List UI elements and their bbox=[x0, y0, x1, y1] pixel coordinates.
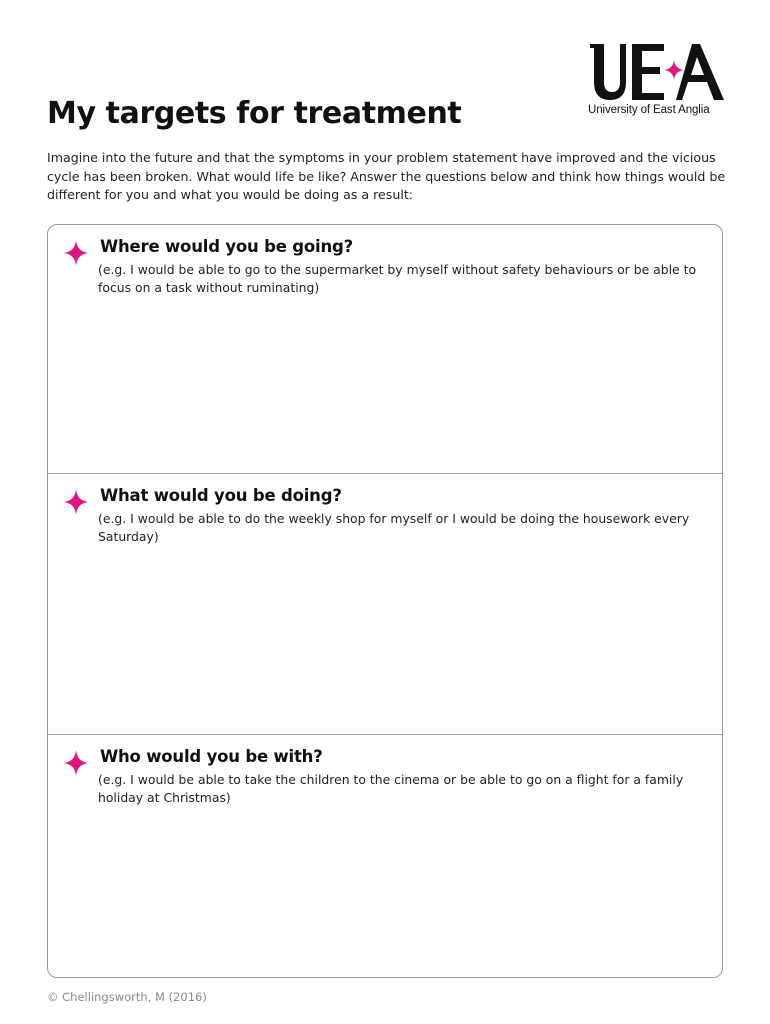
page-title: My targets for treatment bbox=[47, 96, 462, 131]
question-title: Who would you be with? bbox=[100, 747, 323, 766]
intro-paragraph: Imagine into the future and that the symptoms in your problem statement have improved and the vicious cycle has been broken. What would life be like? Answer the questions below and think how things would be different for you and what you would be doing as a result: bbox=[47, 150, 726, 202]
copyright-footer: © Chellingsworth, M (2016) bbox=[47, 990, 207, 1004]
section-where[interactable] bbox=[48, 225, 722, 474]
question-example: (e.g. I would be able to do the weekly shop for myself or I would be doing the housework every Saturday) bbox=[98, 511, 690, 544]
question-example: (e.g. I would be able to take the children to the cinema or be able to go on a flight for a family holiday at Christmas) bbox=[98, 772, 684, 805]
section-what[interactable] bbox=[48, 474, 722, 735]
question-example: (e.g. I would be able to go to the supermarket by myself without safety behaviours or be able to focus on a task without ruminating) bbox=[98, 262, 697, 295]
sparkle-icon bbox=[62, 749, 90, 777]
uea-logo bbox=[588, 42, 728, 122]
question-title: What would you be doing? bbox=[100, 486, 342, 505]
uea-logo-mark bbox=[588, 42, 728, 102]
sparkle-icon bbox=[62, 488, 90, 516]
logo-caption: University of East Anglia bbox=[588, 104, 710, 116]
question-title: Where would you be going? bbox=[100, 237, 354, 256]
sparkle-icon bbox=[62, 239, 90, 267]
questions-box bbox=[47, 224, 723, 978]
section-who[interactable] bbox=[48, 735, 722, 978]
